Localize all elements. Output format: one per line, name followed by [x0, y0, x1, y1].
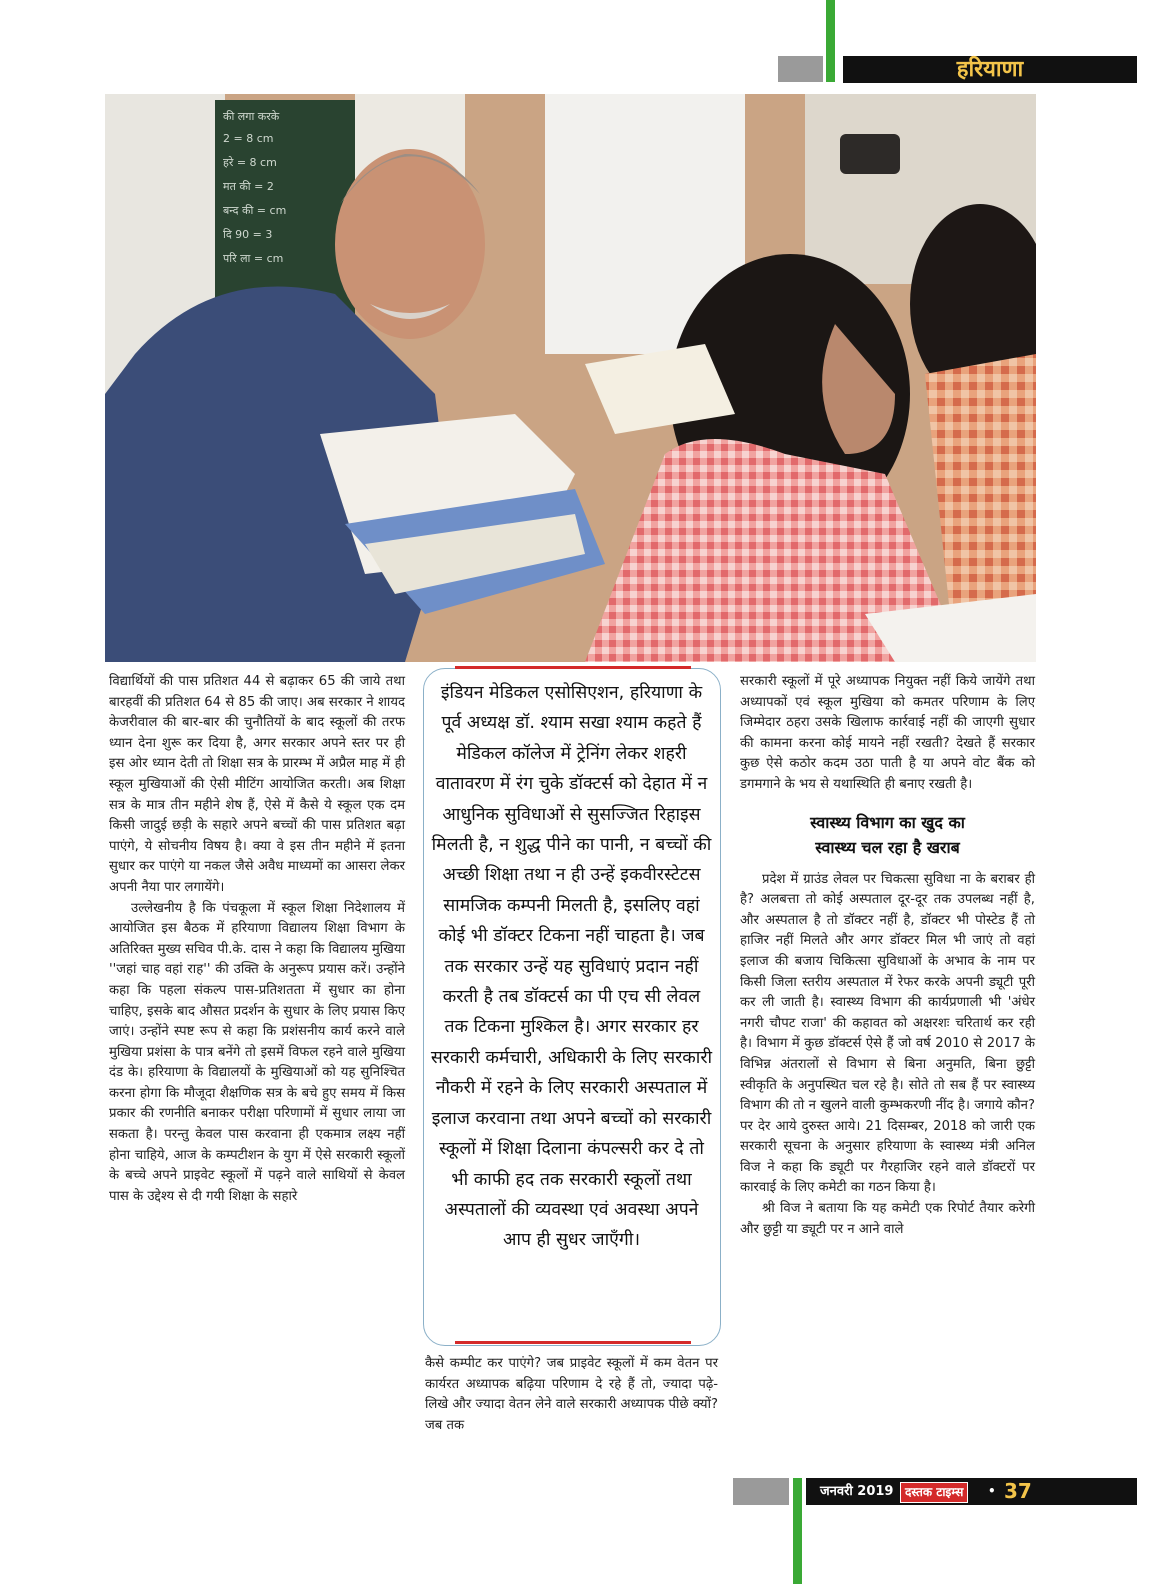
- section-title: हरियाणा: [956, 57, 1024, 82]
- pull-quote-bottom-rule: [455, 1341, 691, 1344]
- article-right-column: [740, 672, 1035, 1240]
- middle-paragraph: कैसे कम्पीट कर पाएंगे? जब प्राइवेट स्कूलों में कम वेतन पर कार्यरत अध्यापक बढ़िया परिणाम दे रहे हैं तो, ज्यादा पढ़े-लिखे और ज्यादा वेतन लेने वाले सरकारी अध्यापक पीछे क्यों? जब तक: [425, 1356, 718, 1433]
- right-paragraph-1: प्रदेश में ग्राउंड लेवल पर चिकत्सा सुविधा ना के बराबर ही है? अलबत्ता तो कोई अस्पताल दूर-दूर तक उपलब्ध नहीं है, और अस्पताल है तो डॉक्टर नहीं है, डॉक्टर भी पोस्टेड हैं तो हाजिर नहीं मिलते और अगर डॉक्टर मिल भी जाएं तो वहां इलाज की बजाय चिकित्सा सुविधाओं के अभाव के नाम पर किसी जिला स्तरीय अस्पताल में रेफर करके अपनी ड्यूटी पूरी कर ली जाती है। स्वास्थ्य विभाग की कार्यप्रणाली भी 'अंधेर नगरी चौपट राजा' की कहावत को अक्षरशः चरितार्थ कर रही है। विभाग में कुछ डॉक्टर्स ऐसे हैं जो वर्ष 2010 से 2017 के विभिन्न अंतरालों से विभाग से बिना अनुमति, बिना छुट्टी स्वीकृति के अनुपस्थित चल रहे है। सोते तो सब हैं पर स्वास्थ्य विभाग की तो न खुलने वाली कुम्भकरणी नींद है। जगाये कौन? पर देर आये दुरुस्त आये। 21 दिसम्बर, 2018 को जारी एक सरकारी सूचना के अनुसार हरियाणा के स्वास्थ्य मंत्री अनिल विज ने कहा कि ड्यूटी पर गैरहाजिर रहने वाले डॉक्टरों पर कारवाई के लिए कमेटी का गठन किया है।: [740, 871, 1035, 1196]
- page-number: 37: [1004, 1479, 1032, 1503]
- chalk-line-5: बन्द की = cm: [223, 204, 287, 217]
- chalk-line-1: की लगा करके: [223, 110, 280, 123]
- left-paragraph-2: उल्लेखनीय है कि पंचकूला में स्कूल शिक्षा निदेशालय में आयोजित इस बैठक में हरियाणा विद्यालय शिक्षा विभाग के अतिरिक्त मुख्य सचिव पी.के. दास ने कहा कि विद्यालय मुखिया ''जहां चाह वहां राह'' की उक्ति के अनुरूप प्रयास करें। उन्होंने कहा कि पहला संकल्प पास-प्रतिशतता में सुधार का होना चाहिए, इसके बाद औसत प्रदर्शन के सुधार के लिए प्रयास किए जाएं। उन्होंने स्पष्ट रूप से कहा कि प्रशंसनीय कार्य करने वाले मुखिया प्रशंसा के पात्र बनेंगे तो इसमें विफल रहने वाले मुखिया दंड के। हरियाणा के विद्यालयों के मुखियाओं को यह सुनिश्चित करना होगा कि मौजूदा शैक्षणिक सत्र के बचे हुए समय में किस प्रकार की रणनीति बनाकर परीक्षा परिणामों में सुधार लाया जा सकता है। परन्तु केवल पास करवाना ही एकमात्र लक्ष्य नहीं होना चाहिये, आज के कम्पटीशन के युग में ऐसे सरकारी स्कूलों के बच्चे अपने प्राइवेट स्कूलों में पढ़ने वाले साथियों से केवल पास के उद्देश्य से दी गयी शिक्षा के सहारे: [109, 900, 405, 1204]
- right-intro-paragraph: सरकारी स्कूलों में पूरे अध्यापक नियुक्त नहीं किये जायेंगे तथा अध्यापकों एवं स्कूल मुखिया को कमतर परिणाम के लिए जिम्मेदार ठहरा उसके खिलाफ कार्रवाई नहीं की जाएगी सुधार की कामना करना कोई मायने नहीं रखती? देखते हैं सरकार कुछ ऐसे कठोर कदम उठा पाती है या अपने वोट बैंक को डगमगाने के भय से यथास्थिति ही बनाए रखती है।: [740, 674, 1035, 792]
- magazine-logo: दस्तक टाइम्स: [900, 1482, 968, 1503]
- pull-quote-text: इंडियन मेडिकल एसोसिएशन, हरियाणा के पूर्व अध्यक्ष डॉ. श्याम सखा श्याम कहते हैं मेडिकल कॉलेज में ट्रेनिंग लेकर शहरी वातावरण में रंग चुके डॉक्टर्स को देहात में न आधुनिक सुविधाओं से सुसज्जित रिहाइस मिलती है, न शुद्ध पीने का पानी, न बच्चों की अच्छी शिक्षा तथा न ही उन्हें इकवीरस्टेटस सामजिक कम्पनी मिलती है, इसलिए वहां कोई भी डॉक्टर टिकना नहीं चाहता है। जब तक सरकार उन्हें यह सुविधाएं प्रदान नहीं करती है तब डॉक्टर्स का पी एच सी लेवल तक टिकना मुश्किल है। अगर सरकार हर सरकारी कर्मचारी, अधिकारी के लिए सरकारी नौकरी में रहने के लिए सरकारी अस्पताल में इलाज करवाना तथा अपने बच्चों को सरकारी स्कूलों में शिक्षा दिलाना कंपल्सरी कर दे तो भी काफी हद तक सरकारी स्कूलों तथा अस्पतालों की व्यवस्था एवं अवस्था अपने आप ही सुधर जाएँगी।: [430, 683, 713, 1251]
- classroom-photo-illustration: [105, 94, 1036, 662]
- chalk-line-2: 2 = 8 cm: [223, 132, 274, 145]
- news-photo: [105, 94, 1036, 662]
- left-paragraph-1: विद्यार्थियों की पास प्रतिशत 44 से बढ़ाकर 65 की जाये तथा बारहवीं की प्रतिशत 64 से 85 की जाए। अब सरकार ने शायद केजरीवाल की बार-बार की चुनौतियों के बाद स्कूलों की तरफ ध्यान देना शुरू कर दिया है, अगर सरकार अपने स्तर पर ही इस ओर ध्यान देती तो शिक्षा सत्र के प्रारम्भ में अप्रैल माह में ही स्कूल मुखियाओं की ऐसी मीटिंग आयोजित करती। अब शिक्षा सत्र के मात्र तीन महीने शेष हैं, ऐसे में कैसे ये स्कूल एक दम किसी जादुई छड़ी के सहारे अपने बच्चों की पास प्रतिशत बढ़ा पाएंगे, ये सोचनीय विषय है। क्या वे इस तीन महीने में इतना सुधार कर पाएंगे या नकल जैसे अवैध माध्यमों का आसरा लेकर अपनी नैया पार लगायेंगे।: [109, 674, 405, 895]
- section-header: [843, 56, 1137, 83]
- pull-quote-top-rule: [455, 666, 691, 669]
- health-section-body: [740, 870, 1035, 1241]
- health-dept-subheading: [740, 810, 1035, 860]
- header-accent-bar: [826, 0, 835, 82]
- article-left-column: [109, 672, 405, 1207]
- chalk-line-4: मत की = 2: [223, 180, 274, 193]
- chalk-line-6: दि 90 = 3: [223, 228, 273, 241]
- right-paragraph-2: श्री विज ने बताया कि यह कमेटी एक रिपोर्ट तैयार करेगी और छुट्टी या ड्यूटी पर न आने वाले: [740, 1201, 1035, 1237]
- footer-issue-date: जनवरी 2019: [820, 1484, 894, 1499]
- subheading-line-2: स्वास्थ्य चल रहा है खराब: [815, 837, 960, 857]
- footer-grey-block: [733, 1478, 789, 1505]
- page-footer: [806, 1478, 1137, 1505]
- article-middle-column: [425, 1354, 718, 1436]
- chalk-line-7: परि ला = cm: [223, 252, 284, 265]
- chalk-line-3: हरे = 8 cm: [223, 156, 277, 169]
- footer-accent-bar: [793, 1478, 802, 1584]
- header-grey-block: [778, 56, 823, 82]
- subheading-line-1: स्वास्थ्य विभाग का खुद का: [810, 812, 965, 832]
- footer-bullet-icon: •: [988, 1484, 996, 1498]
